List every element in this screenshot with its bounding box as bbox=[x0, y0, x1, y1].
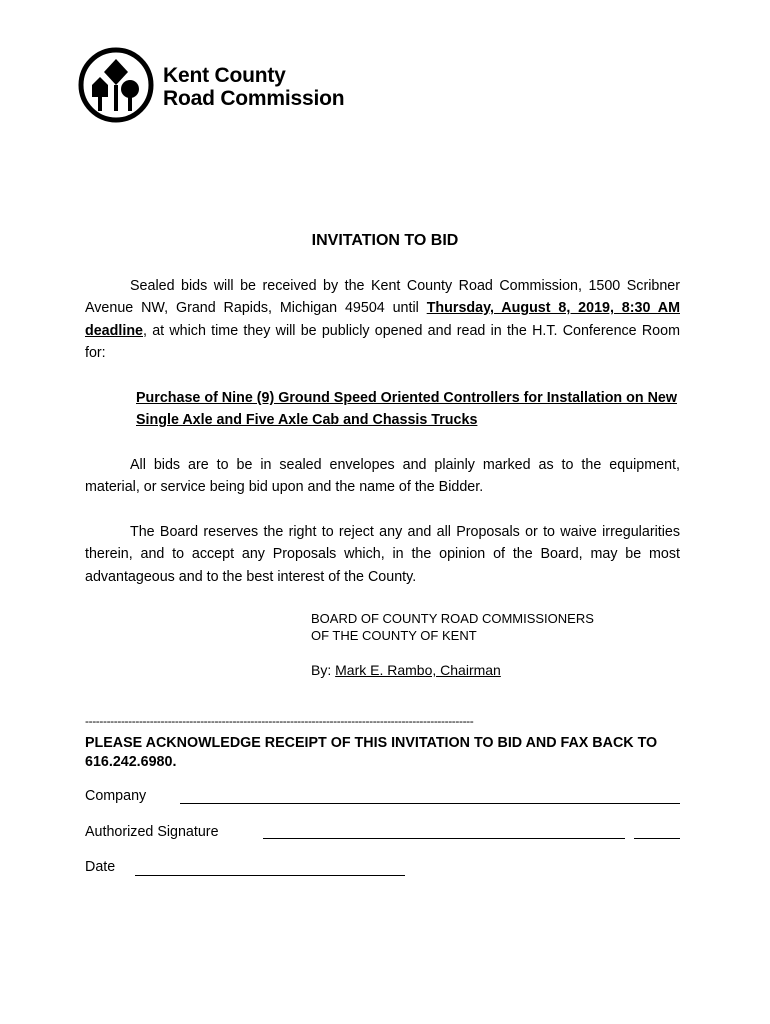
company-label: Company bbox=[85, 788, 147, 804]
by-label: By: bbox=[311, 662, 336, 678]
chairman-name: Mark E. Rambo, Chairman bbox=[335, 662, 501, 678]
signed-by bbox=[311, 662, 501, 678]
deadline-word: deadline bbox=[85, 322, 143, 339]
para2-text: All bids are to be in sealed envelopes and plainly marked as to the equipment, material, or service being bid upon and the name of the Bidder. bbox=[85, 457, 680, 496]
sealed-envelope-paragraph bbox=[85, 454, 680, 499]
signature-block bbox=[311, 610, 594, 644]
date-field[interactable] bbox=[135, 875, 405, 876]
para3-text: The Board reserves the right to reject any and all Proposals or to waive irregularities therein, and to accept any Proposals which, in the opinion of the Board, may be most advantageous and to the best interest of the County. bbox=[85, 524, 680, 585]
board-rights-paragraph bbox=[85, 521, 680, 588]
bid-intro-paragraph bbox=[85, 275, 680, 364]
org-name-line2: Road Commission bbox=[163, 87, 345, 110]
board-line1: BOARD OF COUNTY ROAD COMMISSIONERS bbox=[311, 611, 594, 626]
intro-text-b: , at which time they will be publicly opened and read in the H.T. Conference Room for: bbox=[85, 322, 680, 361]
authorized-signature-field-extension[interactable] bbox=[634, 838, 680, 839]
intro-text-a: Sealed bids will be received by the Kent County Road Commission, 1500 Scribner Avenue NW, Grand Rapids, Michigan 49504 until bbox=[85, 278, 680, 317]
acknowledge-instruction: PLEASE ACKNOWLEDGE RECEIPT OF THIS INVITATION TO BID AND FAX BACK TO 616.242.6980. bbox=[85, 735, 658, 770]
company-field[interactable] bbox=[180, 803, 680, 804]
authorized-signature-label: Authorized Signature bbox=[85, 824, 219, 840]
bid-subject: Purchase of Nine (9) Ground Speed Oriented Controllers for Installation on New Single Axle and Five Axle Cab and Chassis Trucks bbox=[136, 390, 677, 428]
separator-line: ------------------------------------------------------------------------------------------------------------ bbox=[85, 714, 474, 728]
org-name-line1: Kent County bbox=[163, 64, 286, 87]
document-title: INVITATION TO BID bbox=[311, 232, 459, 249]
deadline-date: Thursday, August 8, 2019, 8:30 AM bbox=[426, 300, 680, 317]
authorized-signature-field[interactable] bbox=[263, 838, 625, 839]
board-line2: OF THE COUNTY OF KENT bbox=[311, 628, 477, 643]
kent-county-road-commission-logo-icon bbox=[78, 47, 154, 123]
date-label: Date bbox=[85, 859, 116, 875]
organization-name bbox=[163, 64, 344, 110]
